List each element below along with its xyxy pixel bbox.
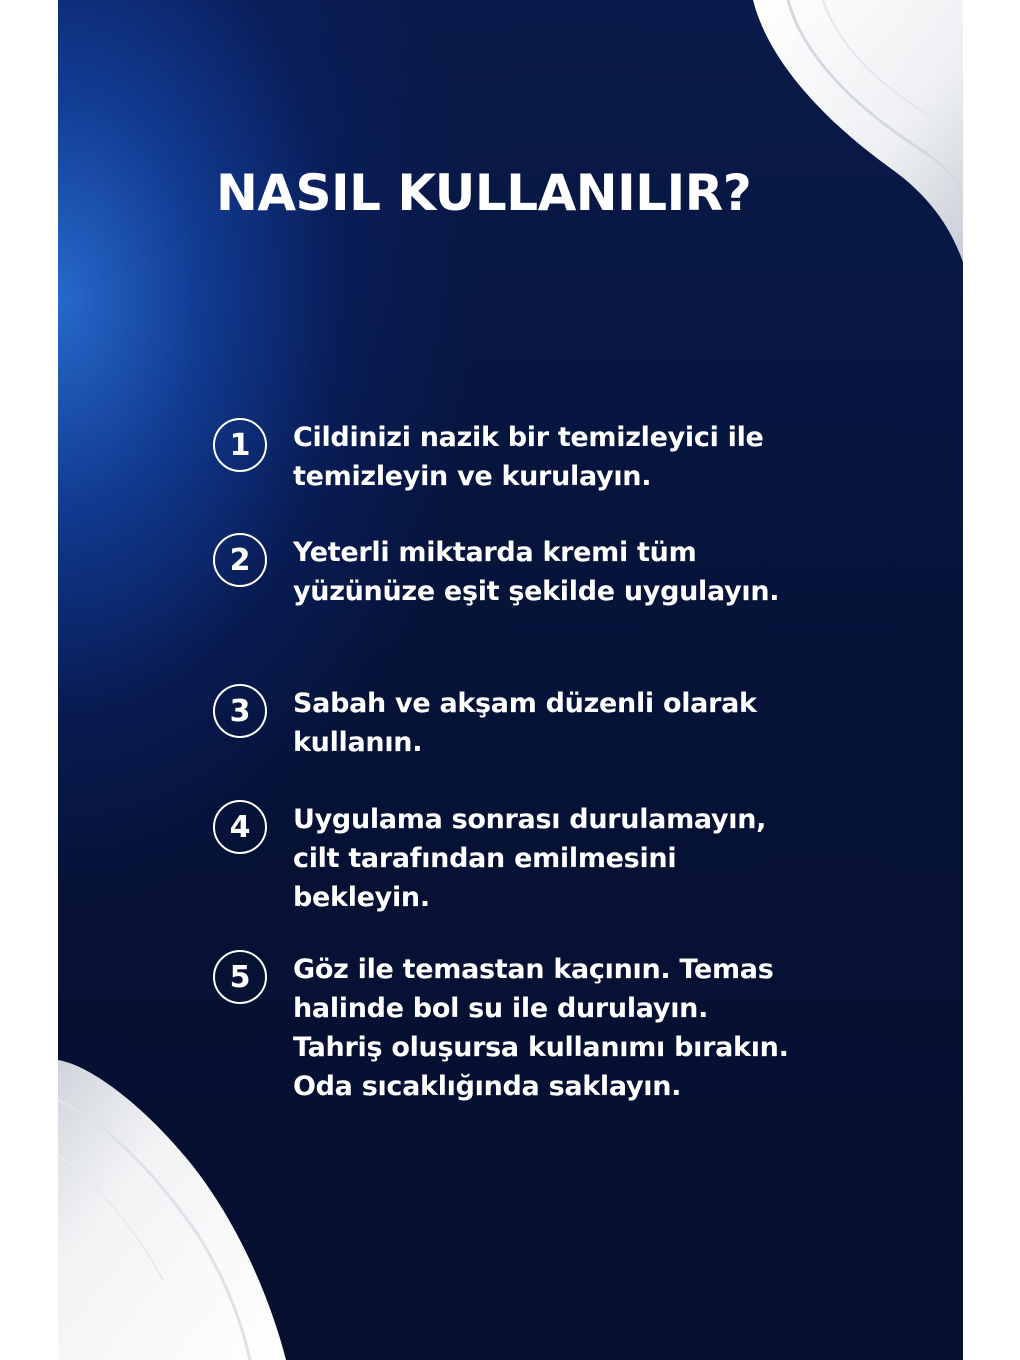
step-3: [213, 684, 757, 762]
step-text: [293, 533, 779, 611]
step-number-badge: 4: [213, 800, 267, 854]
step-5: [213, 950, 789, 1106]
step-line: halinde bol su ile durulayın.: [293, 993, 709, 1024]
step-line: Göz ile temastan kaçının. Temas: [293, 954, 774, 985]
step-line: Yeterli miktarda kremi tüm: [293, 537, 697, 568]
instructions-panel: [58, 0, 963, 1360]
step-line: kullanın.: [293, 727, 423, 758]
cream-swirl-top: [653, 0, 963, 270]
step-number-badge: 5: [213, 950, 267, 1004]
step-text: [293, 950, 789, 1106]
step-1: [213, 418, 764, 496]
step-number-badge: 1: [213, 418, 267, 472]
step-line: temizleyin ve kurulayın.: [293, 461, 652, 492]
step-line: Sabah ve akşam düzenli olarak: [293, 688, 757, 719]
step-line: cilt tarafından emilmesini: [293, 843, 677, 874]
step-text: [293, 418, 764, 496]
step-2: [213, 533, 779, 611]
step-number-badge: 3: [213, 684, 267, 738]
step-text: [293, 684, 757, 762]
step-text: [293, 800, 766, 917]
step-number-badge: 2: [213, 533, 267, 587]
step-line: Tahriş oluşursa kullanımı bırakın.: [293, 1032, 789, 1063]
step-line: Oda sıcaklığında saklayın.: [293, 1071, 682, 1102]
step-4: [213, 800, 766, 917]
step-line: Uygulama sonrası durulamayın,: [293, 804, 767, 835]
step-line: yüzünüze eşit şekilde uygulayın.: [293, 576, 780, 607]
step-line: Cildinizi nazik bir temizleyici ile: [293, 422, 764, 453]
step-line: bekleyin.: [293, 882, 430, 913]
page-title: NASIL KULLANILIR?: [216, 164, 752, 222]
